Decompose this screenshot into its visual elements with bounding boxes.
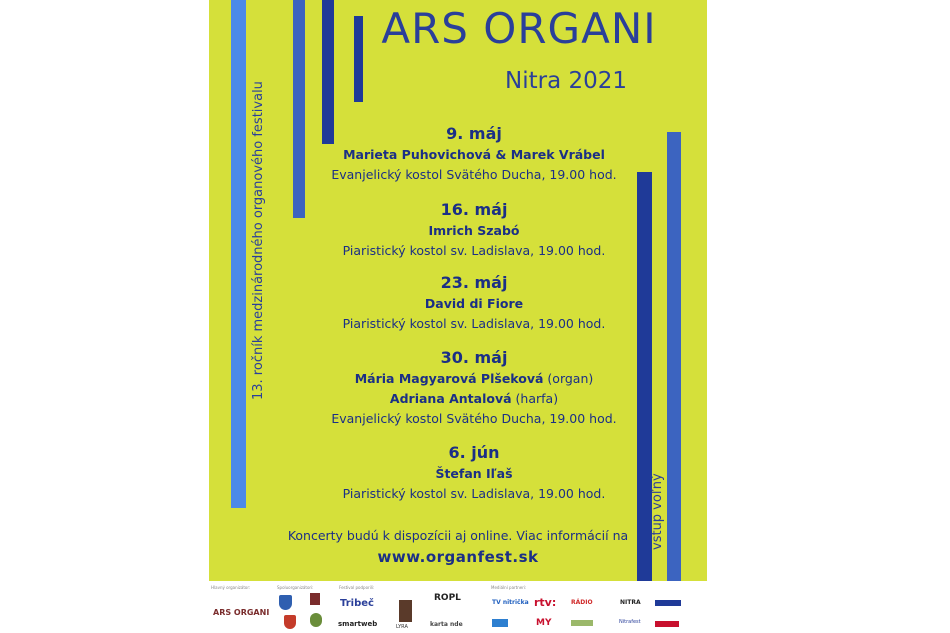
festival-poster xyxy=(209,0,707,581)
media-logo-box xyxy=(492,619,508,627)
lyra-logo-box xyxy=(399,600,412,622)
sponsors-strip xyxy=(209,584,707,633)
poster-title: ARS ORGANI xyxy=(381,4,657,53)
radio-logo: RÁDIO xyxy=(571,599,593,606)
my-logo: MY xyxy=(536,618,552,628)
sponsor-heading: Spoluorganizátori: xyxy=(277,585,314,590)
performer-instrument: (organ) xyxy=(543,371,594,386)
media-logo-box xyxy=(655,600,681,606)
performer-instrument: (harfa) xyxy=(511,391,559,406)
event-performer: Adriana Antalová xyxy=(389,391,512,406)
decor-bar xyxy=(293,0,305,218)
event-performer: Mária Magyarová Plšeková xyxy=(354,371,544,386)
event-performer-line xyxy=(299,369,649,389)
tribec-logo: Tribeč xyxy=(340,598,374,609)
poster-subtitle: Nitra 2021 xyxy=(505,68,628,94)
coat-of-arms-icon xyxy=(310,613,322,627)
decor-bar xyxy=(667,132,681,581)
event-venue: Piaristický kostol sv. Ladislava, 19.00 hod. xyxy=(342,316,606,331)
free-entry-label: vstup voľný xyxy=(650,473,665,550)
sponsor-heading: Mediální partneri: xyxy=(491,585,527,590)
event-venue: Evanjelický kostol Svätého Ducha, 19.00 hod. xyxy=(331,411,617,426)
nitra-tv-logo: NITRA xyxy=(620,599,641,606)
ropl-logo: ROPL xyxy=(434,593,461,603)
decor-bar xyxy=(231,0,246,508)
event-date: 9. máj xyxy=(446,124,502,143)
event-venue: Piaristický kostol sv. Ladislava, 19.00 hod. xyxy=(342,243,606,258)
coat-of-arms-icon xyxy=(279,595,292,610)
event-item xyxy=(299,123,649,185)
rtv-logo: rtv: xyxy=(534,596,557,609)
coat-of-arms-icon xyxy=(284,615,296,629)
tv-nitricka-logo: TV nitrička xyxy=(492,599,529,606)
karta-logo: karta nde xyxy=(430,621,463,628)
event-performer: Imrich Szabó xyxy=(428,223,520,238)
event-date: 16. máj xyxy=(440,200,508,219)
event-performer: Marieta Puhovichová & Marek Vrábel xyxy=(343,147,605,162)
website-link[interactable]: www.organfest.sk xyxy=(377,548,539,566)
event-performer-line xyxy=(299,389,649,409)
media-logo-box xyxy=(571,620,593,626)
event-item xyxy=(299,442,649,504)
ars-organi-logo: ARS ORGANI xyxy=(213,608,270,617)
event-date: 6. jún xyxy=(448,443,500,462)
sponsor-heading: Festival podporili: xyxy=(339,585,375,590)
lyra-logo: LYRA xyxy=(396,624,408,630)
event-item xyxy=(299,347,649,429)
media-logo-box xyxy=(655,621,679,627)
event-venue: Piaristický kostol sv. Ladislava, 19.00 hod. xyxy=(342,486,606,501)
festival-edition-label: 13. ročník medzinárodného organového festivalu xyxy=(251,81,266,400)
smartweb-logo: smartweb xyxy=(338,620,378,628)
church-icon xyxy=(310,593,320,605)
sponsor-heading: Hlavný organizátor: xyxy=(211,585,251,590)
event-item xyxy=(299,199,649,261)
online-info: Koncerty budú k dispozícii aj online. Viac informácií na xyxy=(287,528,629,543)
event-performer: Štefan Iľaš xyxy=(435,466,513,481)
event-date: 30. máj xyxy=(440,348,508,367)
event-venue: Evanjelický kostol Svätého Ducha, 19.00 hod. xyxy=(331,167,617,182)
event-item xyxy=(299,272,649,334)
event-performer: David di Fiore xyxy=(424,296,524,311)
event-date: 23. máj xyxy=(440,273,508,292)
nitrafest-logo: Nitrafest xyxy=(619,619,641,625)
